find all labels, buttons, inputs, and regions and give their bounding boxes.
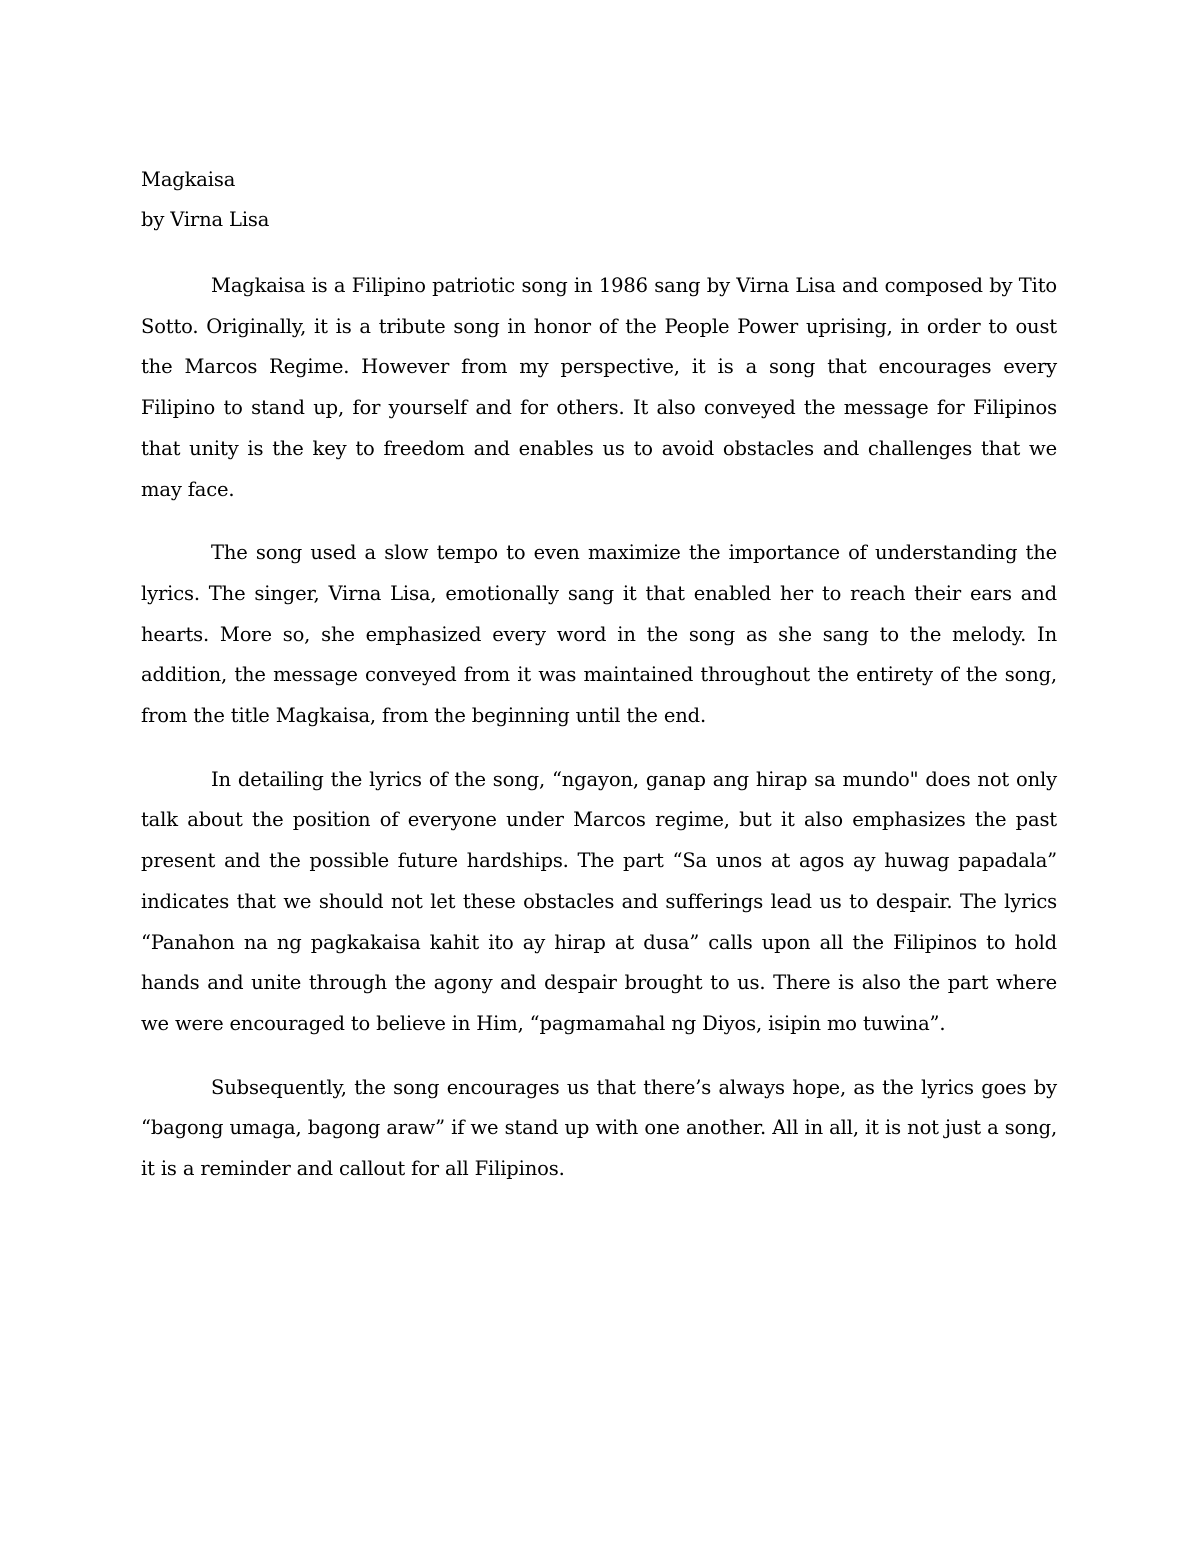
document-body [141,162,1057,1190]
document-byline: by Virna Lisa [141,208,270,231]
paragraph-1: Magkaisa is a Filipino patriotic song in 1986 sang by Virna Lisa and composed by Tito Sotto. Originally, it is a tribute song in honor of the People Power uprising, in order to oust the Marcos Regime. However from my perspective, it is a song that encourages every Filipino to stand up, for yourself and for others. It also conveyed the message for Filipinos that unity is the key to freedom and enables us to avoid obstacles and challenges that we may face. [141,274,1057,501]
paragraph-4: Subsequently, the song encourages us that there’s always hope, as the lyrics goes by “bagong umaga, bagong araw” if we stand up with one another. All in all, it is not just a song, it is a reminder and callout for all Filipinos. [141,1075,1057,1181]
paragraph-3: In detailing the lyrics of the song, “ngayon, ganap ang hirap sa mundo" does not only talk about the position of everyone under Marcos regime, but it also emphasizes the past present and the possible future hardships. The part “Sa unos at agos ay huwag papadala” indicates that we should not let these obstacles and sufferings lead us to despair. The lyrics “Panahon na ng pagkakaisa kahit ito ay hirap at dusa” calls upon all the Filipinos to hold hands and unite through the agony and despair brought to us. There is also the part where we were encouraged to believe in Him, “pagmamahal ng Diyos, isipin mo tuwina”. [141,767,1057,1035]
document-title: Magkaisa [141,168,236,191]
paragraph-2: The song used a slow tempo to even maximize the importance of understanding the lyrics. The singer, Virna Lisa, emotionally sang it that enabled her to reach their ears and hearts. More so, she emphasized every word in the song as she sang to the melody. In addition, the message conveyed from it was maintained throughout the entirety of the song, from the title Magkaisa, from the beginning until the end. [141,541,1057,728]
